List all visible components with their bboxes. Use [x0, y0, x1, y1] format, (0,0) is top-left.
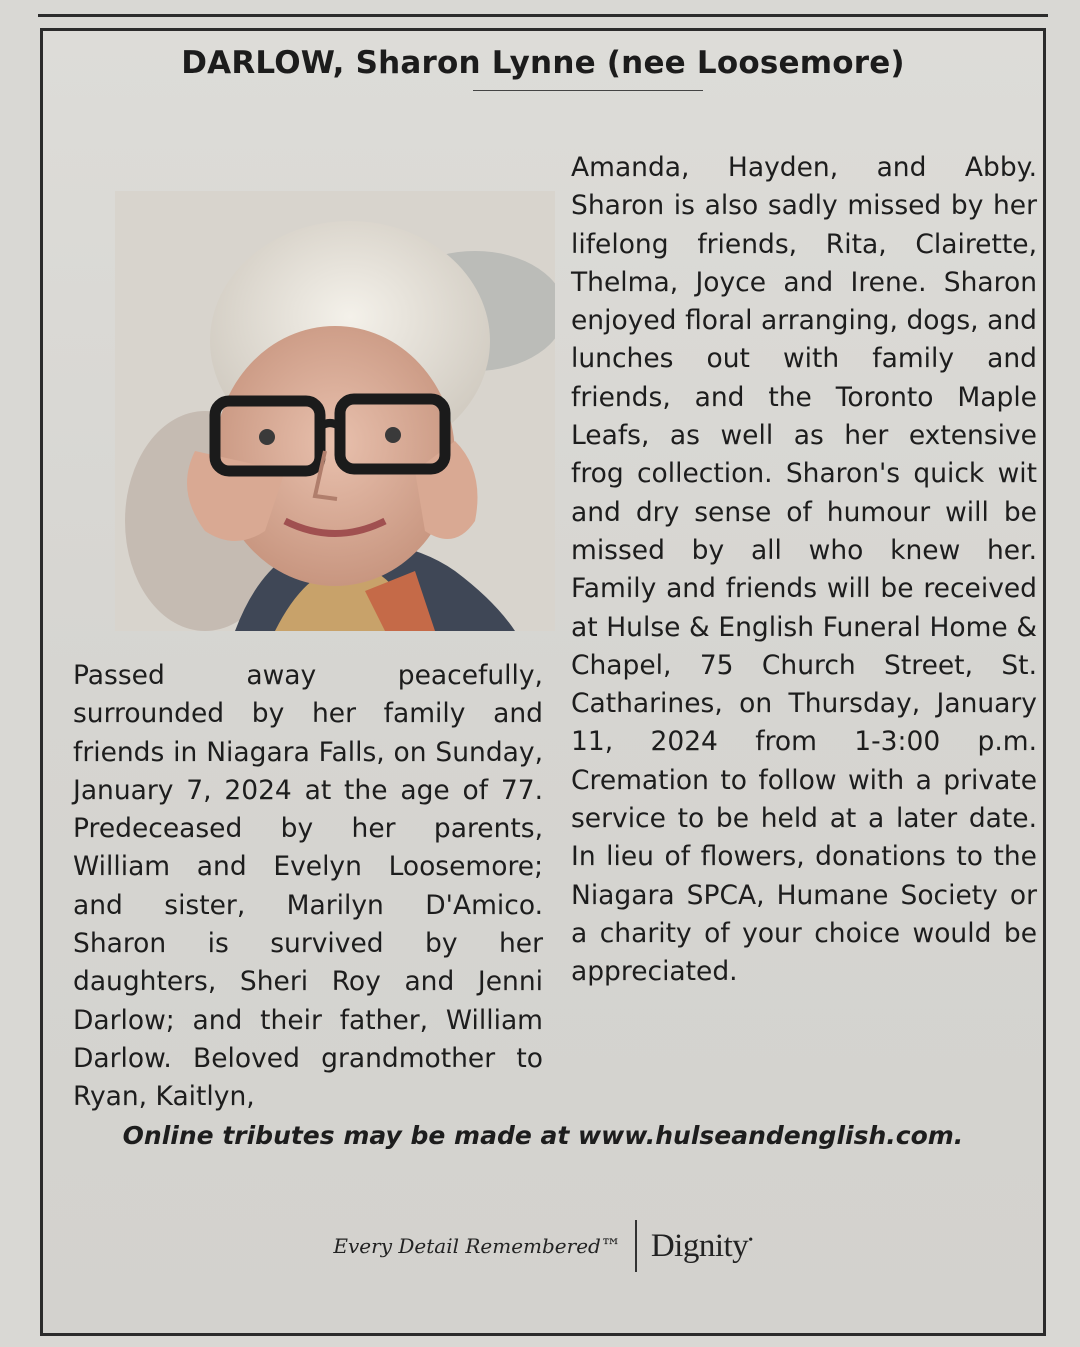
- notice-title: DARLOW, Sharon Lynne (nee Loosemore): [181, 45, 905, 81]
- online-tributes-line: Online tributes may be made at www.hulseandenglish.com.: [122, 1121, 964, 1150]
- dignity-logo: Dignity•: [650, 1227, 753, 1264]
- notice-body-left: Passed away peacefully, surrounded by her family and friends in Niagara Falls, on Sunday, January 7, 2024 at the age of 77. Predeceased by her parents, William and Evelyn Loosemore; and sister, Marilyn D'Amico. Sharon is survived by her daughters, Sheri Roy and Jenni Darlow; and their father, William Darlow. Beloved grandmother to Ryan, Kaitlyn,: [73, 660, 543, 1113]
- footer-divider: [635, 1220, 637, 1272]
- obituary-notice: [40, 28, 1046, 1336]
- portrait-photo: [115, 191, 555, 631]
- portrait-photo-icon: [115, 191, 555, 631]
- title-underline: [473, 90, 703, 91]
- tagline: Every Detail Remembered™: [333, 1234, 621, 1258]
- funeral-home-footer: [43, 1216, 1043, 1276]
- notice-body-right: Amanda, Hayden, and Abby. Sharon is also sadly missed by her lifelong friends, Rita, Clairette, Thelma, Joyce and Irene. Sharon enjoyed floral arranging, dogs, and lunches out with family and friends, and the Toronto Maple Leafs, as well as her extensive frog collection. Sharon's quick wit and dry sense of humour will be missed by all who knew her. Family and friends will be received at Hulse & English Funeral Home & Chapel, 75 Church Street, St. Catharines, on Thursday, January 11, 2024 from 1-3:00 p.m. Cremation to follow with a private service to be held at a later date. In lieu of flowers, donations to the Niagara SPCA, Humane Society or a charity of your choice would be appreciated.: [571, 152, 1037, 988]
- newspaper-top-rule: [38, 0, 1048, 17]
